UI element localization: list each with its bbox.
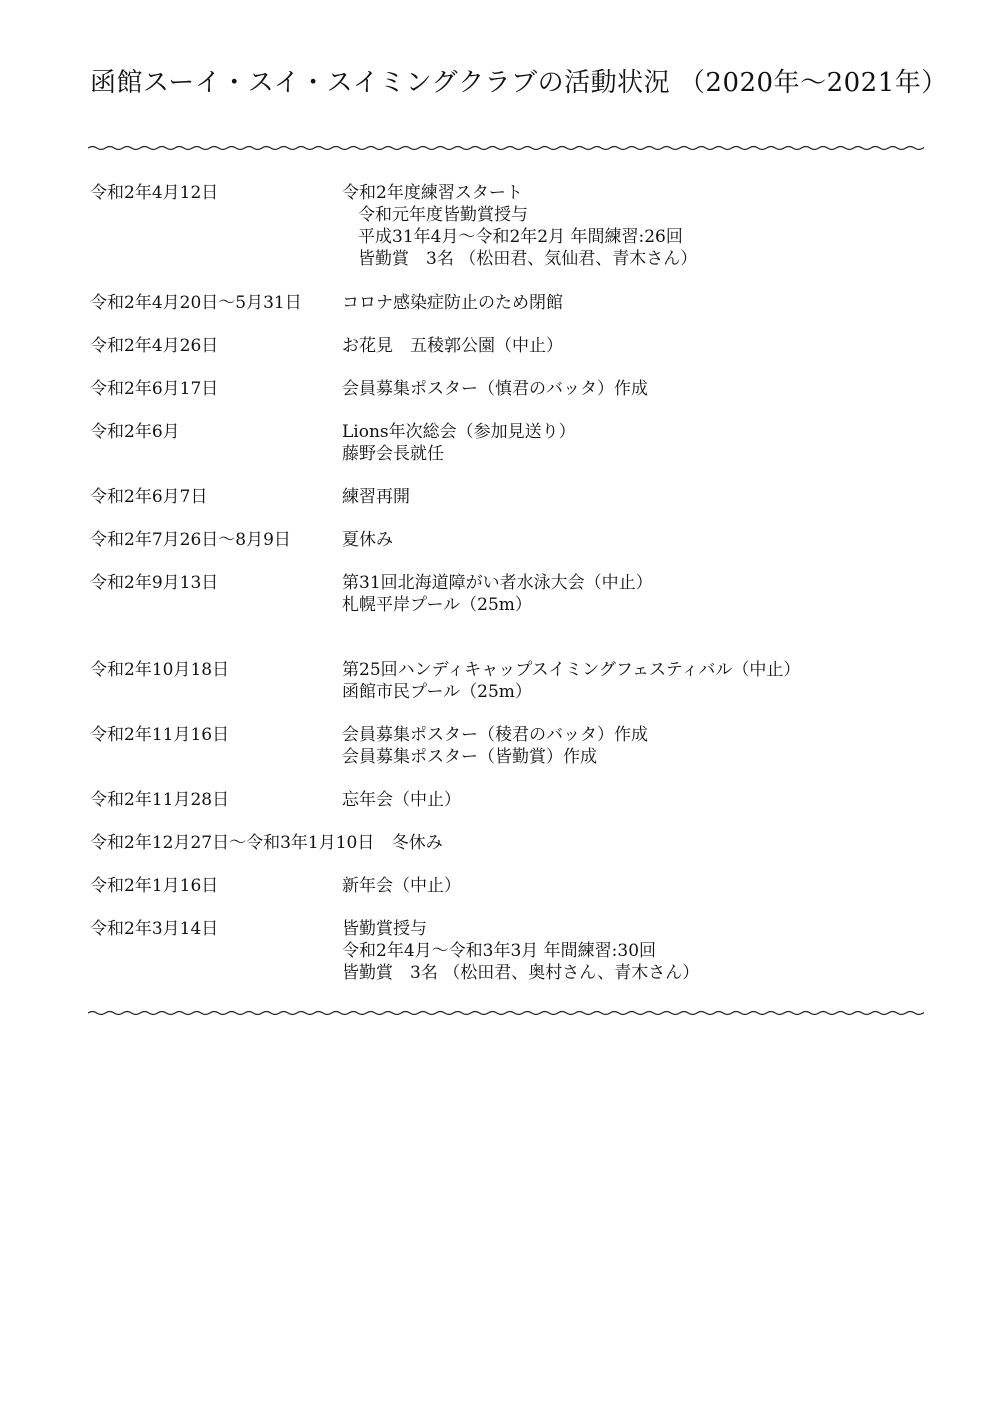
activity-entry — [90, 292, 910, 314]
entry-date: 令和2年6月7日 — [90, 487, 208, 507]
entry-date: 令和2年1月16日 — [90, 876, 219, 896]
entry-line: 夏休み — [342, 530, 393, 550]
entry-line: 藤野会長就任 — [342, 444, 444, 464]
entry-date: 令和2年11月28日 — [90, 790, 230, 810]
wave-line — [88, 140, 924, 156]
activity-entry — [90, 182, 910, 270]
entry-line: 札幌平岸プール（25m） — [342, 595, 532, 615]
entry-description — [342, 335, 910, 357]
entry-date: 令和2年12月27日～令和3年1月10日 — [90, 833, 375, 853]
entry-description — [342, 572, 910, 616]
activity-entry — [90, 572, 910, 616]
activity-entry — [90, 875, 910, 897]
entry-line: コロナ感染症防止のため閉館 — [342, 293, 563, 313]
entry-date: 令和2年6月17日 — [90, 379, 219, 399]
activity-entry — [90, 918, 910, 984]
wave-line — [88, 1005, 924, 1021]
entry-line: 函館市民プール（25m） — [342, 682, 532, 702]
bottom-wave-divider — [88, 1005, 924, 1021]
entry-line: 皆勤賞授与 — [342, 919, 427, 939]
entry-description — [342, 486, 910, 508]
entry-date: 令和2年6月 — [90, 422, 180, 442]
entry-date: 令和2年4月12日 — [90, 183, 219, 203]
activity-entry — [90, 789, 910, 811]
top-wave-divider — [88, 140, 924, 156]
entry-line: 令和元年度皆勤賞授与 — [358, 205, 528, 225]
entry-description — [342, 918, 910, 984]
entry-description — [342, 724, 910, 768]
entry-line: 第31回北海道障がい者水泳大会（中止） — [342, 573, 653, 593]
entry-line: 令和2年度練習スタート — [342, 183, 523, 203]
activity-entry — [90, 724, 910, 768]
entry-line: Lions年次総会（参加見送り） — [342, 422, 576, 442]
entry-line: 平成31年4月～令和2年2月 年間練習:26回 — [358, 227, 683, 247]
activity-entry — [90, 421, 910, 465]
activity-entry — [90, 659, 910, 703]
entry-description — [342, 182, 910, 270]
entry-line: 第25回ハンディキャップスイミングフェスティバル（中止） — [342, 660, 801, 680]
activity-entry — [90, 486, 910, 508]
entry-description — [342, 378, 910, 400]
entry-line: 忘年会（中止） — [342, 790, 461, 810]
activity-entry — [90, 832, 910, 854]
activity-entry — [90, 335, 910, 357]
activity-entry — [90, 529, 910, 551]
entry-date: 令和2年9月13日 — [90, 573, 219, 593]
entry-line: 会員募集ポスター（皆勤賞）作成 — [342, 747, 597, 767]
entry-date: 令和2年11月16日 — [90, 725, 230, 745]
entry-description — [342, 292, 910, 314]
entry-description — [342, 789, 910, 811]
entry-date: 令和2年7月26日～8月9日 — [90, 530, 291, 550]
activity-entry — [90, 378, 910, 400]
entry-description — [342, 421, 910, 465]
entry-line: お花見 五稜郭公園（中止） — [342, 336, 563, 356]
entry-description — [342, 659, 910, 703]
entry-date: 令和2年3月14日 — [90, 919, 219, 939]
entry-line: 会員募集ポスター（慎君のバッタ）作成 — [342, 379, 648, 399]
activity-list — [90, 182, 910, 984]
entry-date: 令和2年4月20日～5月31日 — [90, 293, 302, 313]
entry-description — [342, 529, 910, 551]
entry-line: 新年会（中止） — [342, 876, 461, 896]
entry-date: 令和2年10月18日 — [90, 660, 230, 680]
entry-date: 令和2年4月26日 — [90, 336, 219, 356]
entry-line: 冬休み — [391, 833, 443, 853]
entry-line: 練習再開 — [342, 487, 410, 507]
entry-description — [342, 875, 910, 897]
entry-line: 皆勤賞 3名 （松田君、気仙君、青木さん） — [358, 249, 698, 269]
page-title: 函館スーイ・スイ・スイミングクラブの活動状況 （2020年～2021年） — [90, 68, 948, 98]
entry-line: 皆勤賞 3名 （松田君、奥村さん、青木さん） — [342, 963, 700, 983]
entry-line: 令和2年4月～令和3年3月 年間練習:30回 — [342, 941, 657, 961]
entry-line: 会員募集ポスター（稜君のバッタ）作成 — [342, 725, 648, 745]
